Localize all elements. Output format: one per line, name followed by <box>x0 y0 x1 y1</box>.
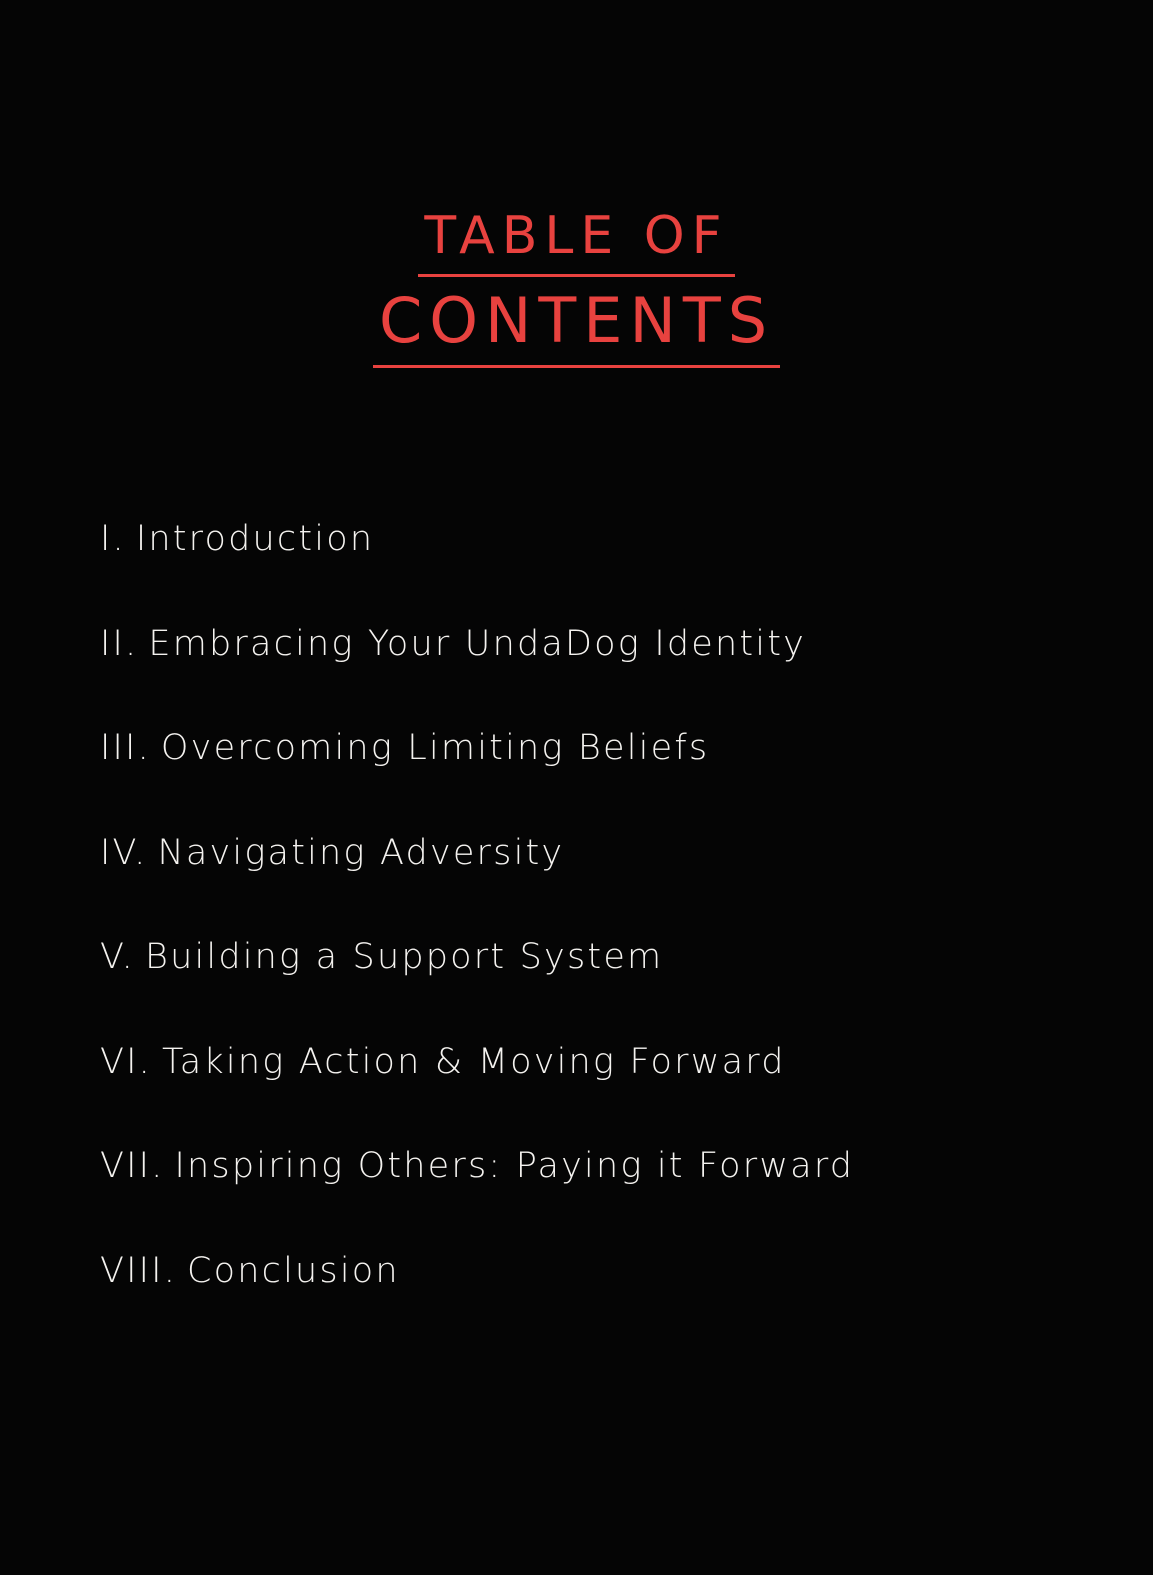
toc-entry-1[interactable] <box>100 520 1093 559</box>
toc-entry-8-numeral: VIII. <box>100 1250 178 1291</box>
toc-entry-5[interactable] <box>100 938 1093 977</box>
toc-entry-5-numeral: V. <box>100 937 135 977</box>
toc-entry-3-numeral: III. <box>100 728 151 768</box>
toc-entry-4-numeral: IV. <box>100 832 148 873</box>
toc-entry-8[interactable] <box>100 1252 1093 1291</box>
toc-entry-3-label: Overcoming Limiting Beliefs <box>160 728 710 768</box>
toc-entry-2-label: Embracing Your UndaDog Identity <box>148 623 807 664</box>
toc-entry-2-numeral: II. <box>100 623 139 664</box>
page-title-line-1-text: TABLE OF <box>418 205 734 277</box>
page-title-line-2-text: CONTENTS <box>373 283 780 368</box>
toc-entry-1-label: Introduction <box>135 519 375 559</box>
toc-entry-5-label: Building a Support System <box>144 937 664 977</box>
toc-entry-6-numeral: VI. <box>100 1041 152 1082</box>
toc-entry-6-label: Taking Action & Moving Forward <box>162 1041 786 1082</box>
page-title-line-2 <box>0 283 1153 368</box>
toc-entry-7-numeral: VII. <box>100 1146 165 1186</box>
page-title <box>0 205 1153 368</box>
toc-entry-3[interactable] <box>100 729 1093 768</box>
toc-entry-4[interactable] <box>100 834 1093 873</box>
page-title-line-1 <box>0 205 1153 277</box>
toc-entry-1-numeral: I. <box>100 519 126 559</box>
toc-entry-6[interactable] <box>100 1043 1093 1082</box>
table-of-contents-list <box>100 520 1093 1290</box>
toc-entry-7-label: Inspiring Others: Paying it Forward <box>174 1146 855 1186</box>
toc-entry-8-label: Conclusion <box>187 1250 400 1291</box>
toc-entry-2[interactable] <box>100 625 1093 664</box>
toc-entry-7[interactable] <box>100 1147 1093 1186</box>
toc-entry-4-label: Navigating Adversity <box>157 832 565 873</box>
